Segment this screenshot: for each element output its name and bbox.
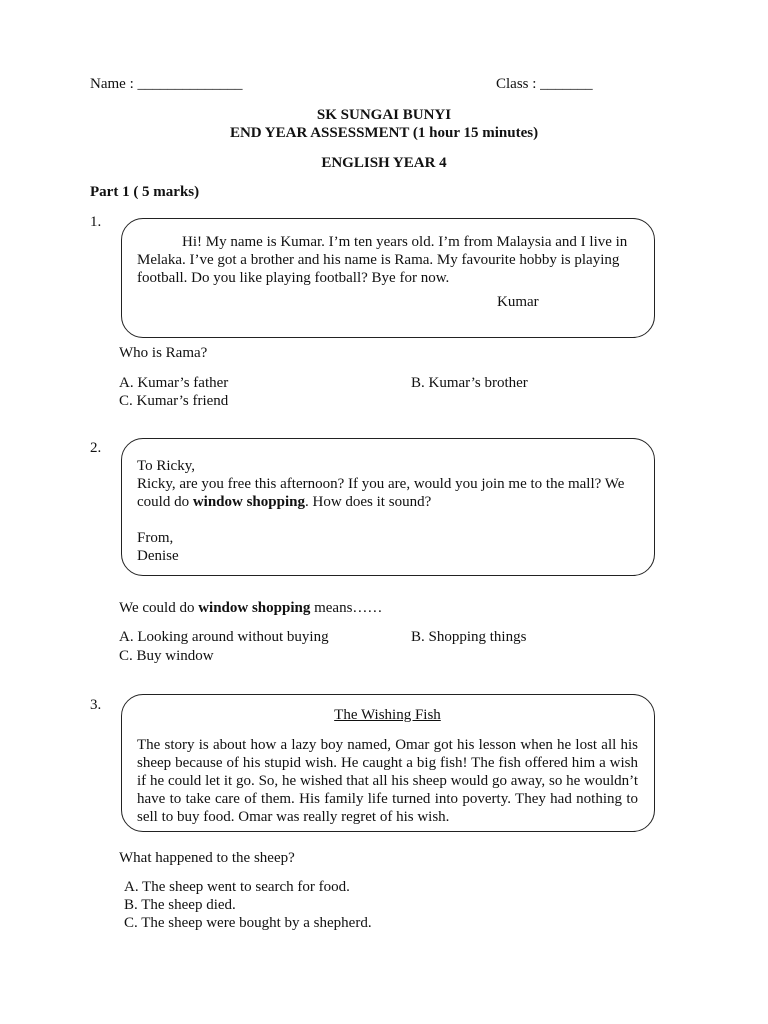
subject-title: ENGLISH YEAR 4	[321, 155, 447, 171]
question-3-number: 3.	[90, 697, 102, 713]
question-1-option-b[interactable]: B. Kumar’s brother	[411, 375, 528, 391]
question-2-greeting: To Ricky,	[137, 458, 195, 474]
question-2-number: 2.	[90, 440, 102, 456]
question-3-story-text: The story is about how a lazy boy named, Omar got his lesson when he lost all his sheep because of his stupid wish. He caught a big fish! The fish offered him a wish if he could let it go. So, he wished that all his sheep would go away, so he wouldn’t have to take care of them. His family life turned into poverty. They had nothing to sell to buy food. Omar was really regret of his wish.	[137, 737, 638, 825]
note-body-bold: window shopping	[192, 494, 305, 510]
question-1-passage: Hi! My name is Kumar. I’m ten years old. I’m from Malaysia and I live in Melaka. I’ve got a brother and his name is Rama. My favourite hobby is playing football. Do you like playing football? Bye for now.	[137, 234, 628, 286]
question-3-story-box	[121, 694, 655, 832]
question-3-story-title: The Wishing Fish	[334, 707, 441, 723]
name-field-label: Name : ______________	[90, 76, 243, 92]
question-2-note-box	[121, 438, 655, 576]
question-2-text	[119, 599, 382, 617]
question-2-text-bold: window shopping	[198, 600, 311, 616]
question-2-text-end: means……	[310, 600, 383, 616]
question-2-sender: Denise	[137, 548, 179, 564]
assessment-title: END YEAR ASSESSMENT (1 hour 15 minutes)	[229, 125, 539, 141]
question-2-note-body	[137, 475, 638, 511]
question-1-passage-box	[121, 218, 655, 338]
question-3-option-b[interactable]: B. The sheep died.	[124, 897, 236, 913]
question-2-option-a[interactable]: A. Looking around without buying	[119, 629, 329, 645]
note-body-text: Ricky, are you free this afternoon? If you are, would you join me to the mall? We could do	[137, 476, 625, 510]
question-1-text: Who is Rama?	[119, 345, 208, 361]
question-1-signature: Kumar	[497, 294, 539, 310]
note-body-text-end: . How does it sound?	[304, 494, 432, 510]
class-field-label: Class : _______	[496, 76, 593, 92]
question-2-option-b[interactable]: B. Shopping things	[411, 629, 527, 645]
question-2-closing: From,	[137, 530, 174, 546]
question-1-option-c[interactable]: C. Kumar’s friend	[119, 393, 229, 409]
question-2-option-c[interactable]: C. Buy window	[119, 648, 214, 664]
part-heading: Part 1 ( 5 marks)	[90, 184, 200, 200]
question-3-text: What happened to the sheep?	[119, 850, 295, 866]
question-2-text-start: We could do	[119, 600, 199, 616]
question-1-number: 1.	[90, 214, 102, 230]
school-name: SK SUNGAI BUNYI	[316, 107, 452, 123]
question-1-option-a[interactable]: A. Kumar’s father	[119, 375, 229, 391]
question-3-option-c[interactable]: C. The sheep were bought by a shepherd.	[124, 915, 372, 931]
question-3-option-a[interactable]: A. The sheep went to search for food.	[124, 879, 350, 895]
